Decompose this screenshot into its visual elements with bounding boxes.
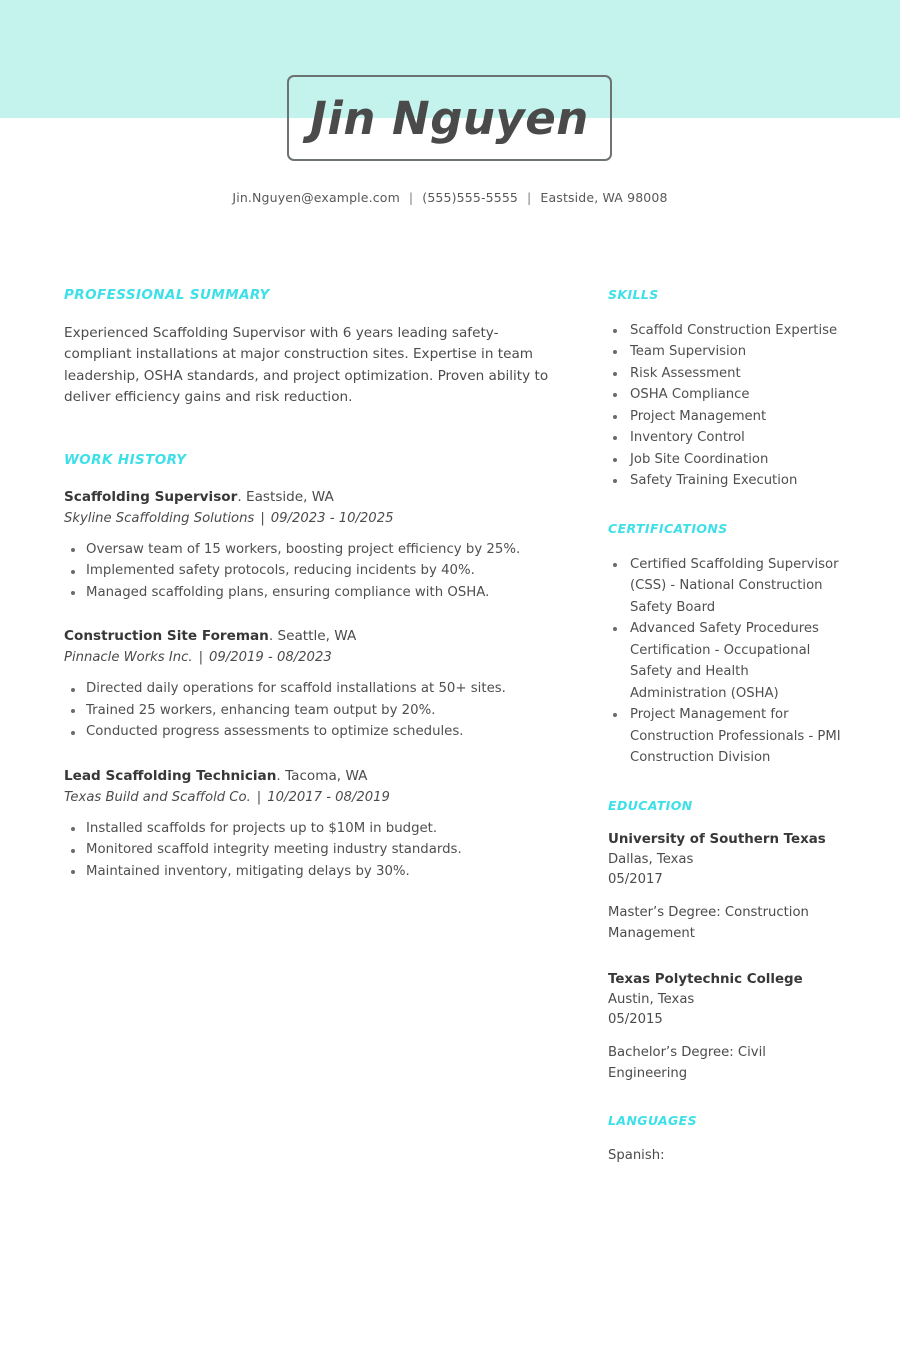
education-place: Austin, Texas <box>608 992 695 1008</box>
section-spacer <box>608 1084 848 1114</box>
job-title-line <box>64 488 560 507</box>
job-title-line <box>64 627 560 646</box>
skill-item: Team Supervision <box>608 341 848 363</box>
work-history-entry <box>64 627 560 743</box>
section-skills <box>608 288 848 492</box>
education-date: 05/2015 <box>608 1012 663 1028</box>
section-spacer <box>608 492 848 522</box>
section-heading-languages: LANGUAGES <box>608 1113 698 1129</box>
work-history-entry <box>64 767 560 883</box>
skill-item: Scaffold Construction Expertise <box>608 320 848 342</box>
contact-phone: (555)555-5555 <box>422 190 519 205</box>
certifications-list <box>608 554 848 769</box>
education-entry <box>608 830 848 944</box>
section-professional-summary <box>64 288 560 409</box>
job-meta-line <box>64 788 560 807</box>
education-school: Texas Polytechnic College <box>608 972 803 988</box>
education-degree: Master’s Degree: Construction Management <box>608 905 809 941</box>
job-bullet: Directed daily operations for scaffold installations at 50+ sites. <box>64 679 560 700</box>
section-spacer <box>64 409 560 453</box>
job-meta-separator: | <box>198 650 204 666</box>
contact-line <box>0 190 900 205</box>
job-bullet: Oversaw team of 15 workers, boosting project efficiency by 25%. <box>64 540 560 561</box>
job-meta-line <box>64 509 560 528</box>
job-title: Lead Scaffolding Technician <box>64 767 277 784</box>
certification-item: Certified Scaffolding Supervisor (CSS) - National Construction Safety Board <box>608 554 848 619</box>
job-company: Skyline Scaffolding Solutions <box>64 510 255 526</box>
job-title: Scaffolding Supervisor <box>64 488 238 505</box>
contact-separator-2: | <box>527 190 532 205</box>
education-entry <box>608 970 848 1084</box>
contact-separator-1: | <box>408 190 414 205</box>
skills-list <box>608 320 848 492</box>
job-bullet-list <box>64 819 560 883</box>
education-place: Dallas, Texas <box>608 852 694 868</box>
job-bullet-list <box>64 679 560 743</box>
language-item: Spanish: <box>608 1148 665 1163</box>
job-dates: 09/2019 - 08/2023 <box>209 650 332 666</box>
skill-item: Inventory Control <box>608 427 848 449</box>
skill-item: Risk Assessment <box>608 363 848 385</box>
section-heading-work-history: WORK HISTORY <box>64 451 187 468</box>
job-bullet: Monitored scaffold integrity meeting industry standards. <box>64 840 560 861</box>
job-dates: 09/2023 - 10/2025 <box>270 510 394 526</box>
education-school: University of Southern Texas <box>608 832 826 848</box>
job-bullet: Installed scaffolds for projects up to $10M in budget. <box>64 819 560 840</box>
work-history-entry <box>64 488 560 604</box>
section-work-history <box>64 453 560 882</box>
job-location: . Tacoma, WA <box>276 767 368 784</box>
section-heading-education: EDUCATION <box>608 797 693 813</box>
certification-item: Advanced Safety Procedures Certification - Occupational Safety and Health Administration (OSHA) <box>608 618 848 704</box>
job-meta-line <box>64 648 560 667</box>
job-title-line <box>64 767 560 786</box>
name-box <box>287 75 612 161</box>
skill-item: Job Site Coordination <box>608 449 848 471</box>
skill-item: Project Management <box>608 406 848 428</box>
job-bullet: Trained 25 workers, enhancing team output by 20%. <box>64 701 560 722</box>
section-certifications <box>608 522 848 769</box>
contact-email: Jin.Nguyen@example.com <box>232 190 400 205</box>
job-company: Pinnacle Works Inc. <box>64 650 193 666</box>
section-education <box>608 799 848 1085</box>
job-meta-separator: | <box>260 510 265 526</box>
job-meta-separator: | <box>256 789 262 805</box>
job-bullet: Managed scaffolding plans, ensuring compliance with OSHA. <box>64 583 560 604</box>
skill-item: Safety Training Execution <box>608 470 848 492</box>
contact-location: Eastside, WA 98008 <box>540 190 668 205</box>
section-heading-professional-summary: PROFESSIONAL SUMMARY <box>64 287 270 303</box>
job-title: Construction Site Foreman <box>64 628 269 645</box>
professional-summary-text: Experienced Scaffolding Supervisor with 6 years leading safety-compliant installations at major construction sites. Expertise in team leadership, OSHA standards, and project optimization. Proven ability to deliver efficiency gains and risk reduction. <box>64 324 549 406</box>
section-heading-certifications: CERTIFICATIONS <box>608 520 728 536</box>
right-column <box>608 288 848 1166</box>
page-title: Jin Nguyen <box>310 91 589 145</box>
section-languages <box>608 1114 848 1166</box>
job-company: Texas Build and Scaffold Co. <box>64 789 251 805</box>
certification-item: Project Management for Construction Professionals - PMI Construction Division <box>608 704 848 769</box>
job-bullet: Implemented safety protocols, reducing incidents by 40%. <box>64 561 560 582</box>
left-column <box>64 288 560 883</box>
education-date: 05/2017 <box>608 872 663 888</box>
section-heading-skills: SKILLS <box>608 287 659 302</box>
skill-item: OSHA Compliance <box>608 384 848 406</box>
section-spacer <box>608 769 848 799</box>
job-dates: 10/2017 - 08/2019 <box>267 789 390 805</box>
job-bullet: Maintained inventory, mitigating delays by 30%. <box>64 862 560 883</box>
education-degree: Bachelor’s Degree: Civil Engineering <box>608 1045 766 1081</box>
job-bullet-list <box>64 540 560 604</box>
job-location: . Eastside, WA <box>237 488 334 505</box>
job-location: . Seattle, WA <box>268 628 357 645</box>
job-bullet: Conducted progress assessments to optimize schedules. <box>64 722 560 743</box>
